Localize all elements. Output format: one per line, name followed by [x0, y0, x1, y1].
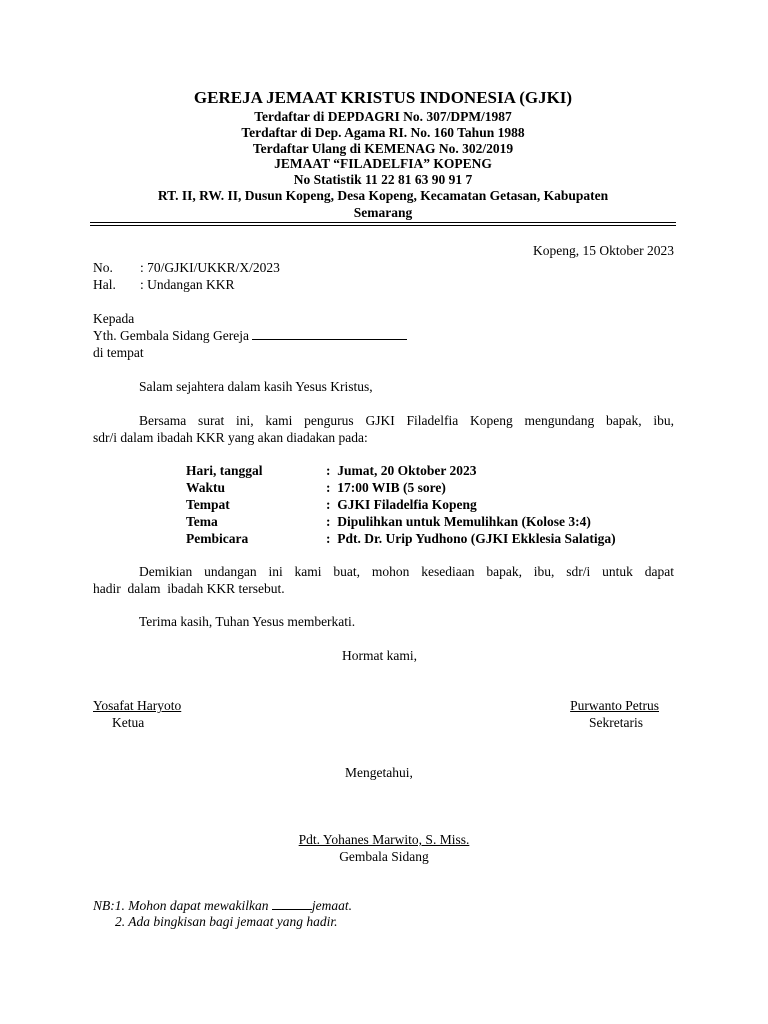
greeting: Salam sejahtera dalam kasih Yesus Kristus,: [139, 379, 373, 394]
note-suffix: jemaat.: [311, 898, 352, 913]
detail-label: Pembicara: [186, 531, 249, 546]
note-line: [93, 897, 352, 914]
body-paragraph: [93, 412, 674, 446]
address-line: RT. II, RW. II, Dusun Kopeng, Desa Kopeng, Kecamatan Getasan, Kabupaten: [157, 188, 609, 203]
congregation-name: JEMAAT “FILADELFIA” KOPENG: [274, 156, 492, 171]
body-line: sdr/i dalam ibadah KKR yang akan diadakan pada:: [93, 430, 368, 445]
regards: Hormat kami,: [342, 648, 417, 663]
subject: : Undangan KKR: [140, 277, 235, 292]
place-date: Kopeng, 15 Oktober 2023: [533, 243, 674, 258]
address-line: Semarang: [353, 205, 413, 220]
detail-value: : 17:00 WIB (5 sore): [326, 480, 446, 495]
pastor-name: Pdt. Yohanes Marwito, S. Miss.: [298, 832, 470, 847]
detail-label: Tema: [186, 514, 218, 529]
thanks: Terima kasih, Tuhan Yesus memberkati.: [139, 614, 356, 629]
detail-value: : Jumat, 20 Oktober 2023: [326, 463, 477, 478]
statistic-number: No Statistik 11 22 81 63 90 91 7: [293, 172, 473, 187]
addressee-label: Kepada: [93, 311, 135, 326]
closing-paragraph: [93, 563, 674, 597]
acknowledged-label: Mengetahui,: [345, 765, 413, 780]
addressee-place: di tempat: [93, 345, 144, 360]
detail-value: : GJKI Filadelfia Kopeng: [326, 497, 477, 512]
addressee: Yth. Gembala Sidang Gereja: [93, 328, 249, 343]
detail-value: : Dipulihkan untuk Memulihkan (Kolose 3:4): [326, 514, 591, 529]
org-name: GEREJA JEMAAT KRISTUS INDONESIA (GJKI): [193, 88, 573, 107]
body-line: Bersama surat ini, kami pengurus GJKI Filadelfia Kopeng mengundang bapak, ibu,: [139, 413, 674, 428]
note-text: NB:1. Mohon dapat mewakilkan: [93, 898, 269, 913]
closing-line: hadir dalam ibadah KKR tersebut.: [93, 581, 285, 596]
addressee-blank: [252, 327, 407, 340]
detail-label: Tempat: [186, 497, 230, 512]
chairman-name: Yosafat Haryoto: [93, 698, 182, 713]
letterhead-divider: [90, 222, 676, 223]
chairman-title: Ketua: [112, 715, 145, 730]
letterhead-divider: [90, 225, 676, 226]
registration-line: Terdaftar Ulang di KEMENAG No. 302/2019: [252, 141, 514, 156]
closing-line: Demikian undangan ini kami buat, mohon kesediaan bapak, ibu, sdr/i untuk dapat: [139, 564, 674, 579]
note-blank: [272, 898, 312, 910]
detail-value: : Pdt. Dr. Urip Yudhono (GJKI Ekklesia Salatiga): [326, 531, 616, 546]
detail-label: Hari, tanggal: [186, 463, 263, 478]
detail-label: Waktu: [186, 480, 226, 495]
pastor-title: Gembala Sidang: [339, 849, 429, 864]
registration-line: Terdaftar di DEPDAGRI No. 307/DPM/1987: [254, 109, 512, 124]
subject-label: Hal.: [93, 277, 116, 292]
addressee-line: [93, 327, 407, 344]
letter-number-label: No.: [93, 260, 113, 275]
registration-line: Terdaftar di Dep. Agama RI. No. 160 Tahun 1988: [241, 125, 525, 140]
note-line: 2. Ada bingkisan bagi jemaat yang hadir.: [115, 914, 338, 929]
letter-number: : 70/GJKI/UKKR/X/2023: [140, 260, 280, 275]
secretary-name: Purwanto Petrus: [570, 698, 659, 713]
secretary-title: Sekretaris: [589, 715, 643, 730]
